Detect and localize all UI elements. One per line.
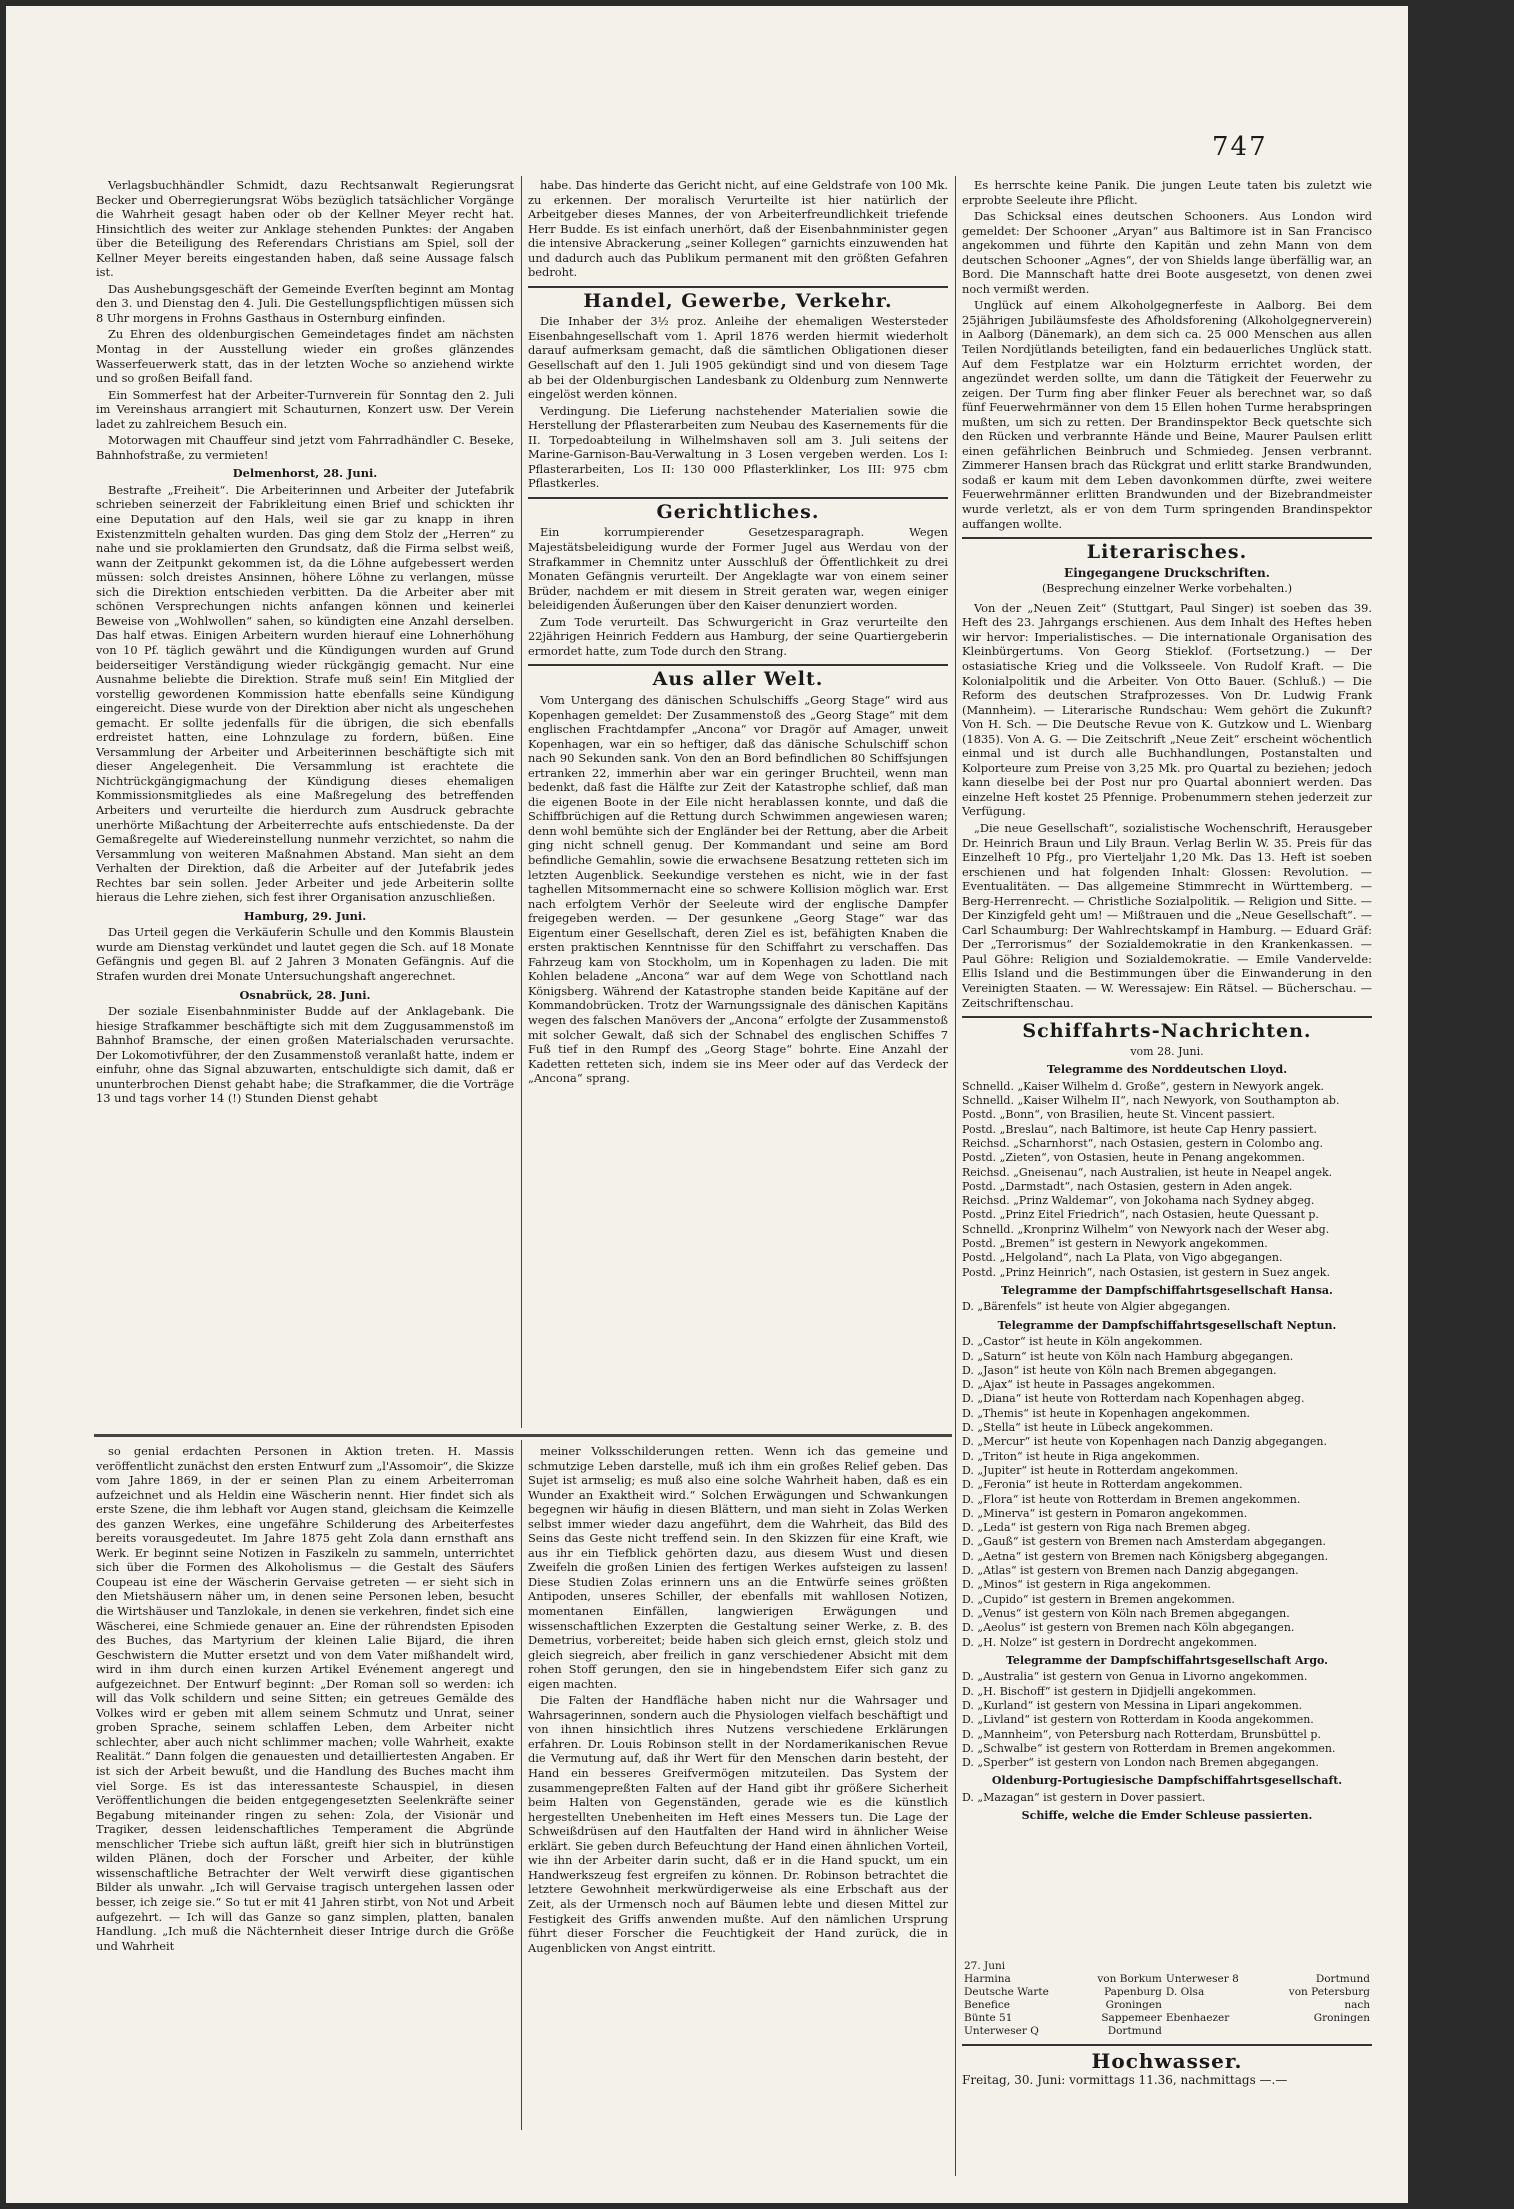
ship-report: D. „Minos“ ist gestern in Riga angekommen. xyxy=(962,1578,1211,1592)
schleuse-cell: nach xyxy=(1344,1999,1370,2011)
ship-report: D. „Castor“ ist heute in Köln angekommen. xyxy=(962,1335,1203,1349)
ship-report: Postd. „Prinz Heinrich“, nach Ostasien, ist gestern in Suez angek. xyxy=(962,1265,1330,1279)
schleuse-cell: D. Olsa xyxy=(1165,1986,1205,1998)
newspaper-page xyxy=(84,46,1376,2176)
column-divider xyxy=(955,176,956,2176)
telegram-heading: Telegramme des Norddeutschen Lloyd. xyxy=(1046,1063,1288,1077)
ship-report: D. „Cupido“ ist gestern in Bremen angekommen. xyxy=(962,1592,1235,1606)
subheading-note: vom 28. Juni. xyxy=(1130,1044,1204,1058)
schleuse-row xyxy=(962,1973,1372,1986)
feuilleton-zola-end: meiner Volksschilderungen retten. Wenn ich das gemeine und schmutzige Leben darstelle, muß ich ihm ein großes Relief geben. Das Sujet ist armselig; es muß also eine solche Wahrheit haben, daß es ein Wunder an Exaktheit wird.“ Solchen Erwägungen und Schwankungen begegnen wir häufig in diesen Blättern, und man sieht in Zolas Werken selbst immer wieder dazu angeführt, dem die Wahrheit, das Bild des Seins das Geste nicht treffend sein. In den Skizzen für eine Kraft, wie aus ihr ein Tiefblick gehörten dazu, aus diesem Wust und diesen Zweifeln die großen Linien des fertigen Werkes aufsteigen zu lassen! Diese Studien Zolas erinnern uns an die Entwürfe seines größten Antipoden, unseres Schiller, der ebenfalls mit wahllosen Notizen, momentanen Einfällen, langwierigen Erwägungen und wissenschaftlichen Exzerpten die Gestaltung seiner Werke, z. B. des Demetrius, vorbereitet; beide haben sich gleich ernst, gleich stolz und gleich siegreich, aber freilich in ganz verschiedener Absicht mit dem rohen Stoff gerungen, den sie in hingebendstem Eifer sich ganz zu eigen machten. xyxy=(528,1444,948,1691)
section-rule xyxy=(528,664,948,666)
schleuse-row xyxy=(962,2012,1372,2025)
ship-report: D. „H. Nolze“ ist gestern in Dordrecht angekommen. xyxy=(962,1635,1258,1649)
telegram-heading: Telegramme der Dampfschiffahrtsgesellschaft Hansa. xyxy=(1001,1283,1333,1297)
ship-report: D. „Aetna“ ist gestern von Bremen nach Königsberg abgegangen. xyxy=(962,1549,1329,1563)
schleuse-cell: von Borkum xyxy=(1097,1973,1162,1985)
article-paragraph: Die Inhaber der 3½ proz. Anleihe der ehemaligen Westersteder Eisenbahngesellschaft vom 1. April 1876 werden hiermit wiederholt darauf aufmerksam gemacht, daß die sämtlichen Obligationen dieser Gesellschaft auf den 1. Juli 1905 gekündigt sind und von diesem Tage ab bei der Oldenburgischen Landesbank zu Oldenburg zum Nennwerte eingelöst werden können. xyxy=(528,314,948,402)
page-number: 747 xyxy=(1212,132,1268,162)
column-2 xyxy=(528,178,948,1428)
article-paragraph: Das Urteil gegen die Verkäuferin Schulle und den Kommis Blaustein wurde am Dienstag verkündet und lautet gegen die Sch. auf 18 Monate Gefängnis und gegen Bl. auf 2 Jahren 3 Monaten Gefängnis. Auf die Strafen wurden drei Monate Untersuchungshaft angerechnet. xyxy=(96,925,514,983)
schleuse-cell: Dortmund xyxy=(1107,2025,1162,2037)
article-paragraph: Ein korrumpierender Gesetzesparagraph. Wegen Majestätsbeleidigung wurde der Former Jugel aus Werdau von der Strafkammer in Chemnitz unter Ausschluß der Öffentlichkeit zu drei Monaten Gefängnis verurteilt. Der Angeklagte war von einem seiner Brüder, nachdem er mit diesem in Streit geraten war, wegen einiger beleidigenden Äußerungen über den Kaiser denunziert worden. xyxy=(528,525,948,613)
ship-report: D. „Jason“ ist heute von Köln nach Bremen abgegangen. xyxy=(962,1363,1277,1377)
article-paragraph: Zu Ehren des oldenburgischen Gemeindetages findet am nächsten Montag in der Ausstellung wieder ein großes glänzendes Wasserfeuerwerk statt, das in der letzten Woche so anziehend wirkte und so großen Beifall fand. xyxy=(96,327,514,386)
section-rule xyxy=(962,537,1372,539)
schleuse-cell: Benefice xyxy=(964,1999,1011,2011)
schleuse-cell xyxy=(1164,2025,1263,2038)
section-rule xyxy=(528,286,948,288)
ship-report: D. „Sperber“ ist gestern von London nach Bremen abgegangen. xyxy=(962,1756,1319,1770)
schleuse-and-hochwasser xyxy=(962,1960,1372,2160)
column-3 xyxy=(962,178,1372,1958)
ship-report: Postd. „Prinz Eitel Friedrich“, nach Ostasien, heute Quessant p. xyxy=(962,1208,1319,1222)
article-paragraph: Der soziale Eisenbahnminister Budde auf der Anklagebank. Die hiesige Strafkammer beschäftigte sich mit dem Zuggusammenstoß im Bahnhof Bramsche, der einen großen Materialschaden verursachte. Der Lokomotivführer, der den Zusammenstoß veranlaßt hatte, indem er einfuhr, ohne das Signal abzuwarten, entschuldigte sich damit, daß er ununterbrochen Dienst gehabt habe; die Strafkammer, die die Vorträge 13 und tags vorher 14 (!) Stunden Dienst gehabt xyxy=(96,1004,514,1106)
ship-report: Postd. „Darmstadt“, nach Ostasien, gestern in Aden angek. xyxy=(962,1179,1293,1193)
ship-report: D. „Australia“ ist gestern von Genua in Livorno angekommen. xyxy=(962,1670,1308,1684)
schleuse-table xyxy=(962,1960,1372,2038)
telegram-heading: Telegramme der Dampfschiffahrtsgesellschaft Neptun. xyxy=(997,1318,1337,1332)
ship-report: D. „Mazagan“ ist gestern in Dover passiert. xyxy=(962,1790,1206,1804)
ship-report: D. „Themis“ ist heute in Kopenhagen angekommen. xyxy=(962,1406,1251,1420)
ship-report: Postd. „Bremen“ ist gestern in Newyork angekommen. xyxy=(962,1236,1268,1250)
ship-report: D. „Minerva“ ist gestern in Pomaron angekommen. xyxy=(962,1506,1248,1520)
schleuse-cell: Papenburg xyxy=(1104,1986,1162,1998)
schleuse-cell xyxy=(1164,1999,1263,2012)
dateline: Hamburg, 29. Juni. xyxy=(243,908,367,923)
ship-report: Reichsd. „Gneisenau“, nach Australien, ist heute in Neapel angek. xyxy=(962,1165,1333,1179)
ship-report: D. „Saturn“ ist heute von Köln nach Hamburg abgegangen. xyxy=(962,1349,1294,1363)
ship-report: D. „Livland“ ist gestern von Rotterdam in Kooda angekommen. xyxy=(962,1713,1314,1727)
telegram-heading: Oldenburg-Portugiesische Dampfschiffahrtsgesellschaft. xyxy=(991,1774,1343,1788)
article-paragraph: „Die neue Gesellschaft“, sozialistische Wochenschrift, Herausgeber Dr. Heinrich Braun und Lily Braun. Verlag Berlin W. 35. Preis für das Einzelheft 10 Pfg., pro Vierteljahr 1,20 Mk. Das 13. Heft ist soeben erschienen und hat folgenden Inhalt: Glossen: Revolution. — Eventualitäten. — Das allgemeine Stimmrecht in Württemberg. — Berg-Herrenrecht. — Christliche Sozialpolitik. — Religion und Sitte. — Der Kinzigfeld geht um! — Mißtrauen und die „Neue Gesellschaft“. — Carl Schaumburg: Der Wahlrechtskampf in Hamburg. — Eduard Gräf: Der „Terrorismus“ der Sozialdemokratie in den Krankenkassen. — Paul Göhre: Religion und Sozialdemokratie. — Emile Vandervelde: Ellis Island und die Bestimmungen über die Einwanderung in den Vereinigten Staaten. — W. Weressajew: Ein Rätsel. — Bücherschau. — Zeitschriftenschau. xyxy=(962,820,1372,1010)
subheading-note: (Besprechung einzelner Werke vorbehalten.) xyxy=(1041,582,1293,596)
article-paragraph: Bestrafte „Freiheit“. Die Arbeiterinnen und Arbeiter der Jutefabrik schrieben seinerzeit der Fabrikleitung einen Brief und schickten ihr eine Deputation auf den Hals, weil sie gar zu knapp in ihren Existenzmitteln gehalten wurden. Das ging dem Stolz der „Herren“ zu nahe und sie proklamierten den Grundsatz, daß die Firma selbst weiß, wann der Zeitpunkt gekommen ist, da die Löhne aufgebessert werden müssen: solch dreistes Ansinnen, höhere Löhne zu verlangen, müsse sich die Direktion entschieden verbitten. Da die Arbeiter aber mit schönen Versprechungen nichts anfangen können und keinerlei Beweise von „Wohlwollen“ sahen, so kündigten eine Anzahl derselben. Das half etwas. Einigen Arbeitern wurden hierauf eine Lohnerhöhung von 10 Pf. täglich gewährt und die Kündigungen wurden auf Grund beiderseitiger Verständigung wieder rückgängig gemacht. Nur eine Ausnahme beliebte die Direktion. Strafe muß sein! Ein Mitglied der vorstellig gewordenen Kommission hatte ebenfalls seine Kündigung eingereicht. Diese wurde von der Direktion aber nicht als ungeschehen gemacht. Er sollte jedenfalls für die übrigen, die sich ebenfalls erdreistet hatten, eine Lohnzulage zu fordern, büßen. Eine Versammlung der Arbeiter und Arbeiterinnen beschäftigte sich mit dieser Angelegenheit. Die Versammlung ist erachtete die Nichtrückgängigmachung der Kündigung dieses ehemaligen Kommissionsmitgliedes als eine Maßregelung des betreffenden Arbeiters und verurteilte die hierdurch zum Ausdruck gebrachte unerhörte Mißachtung der Arbeiterrechte aufs entschiedenste. Da der Gemaßregelte auf Wiedereinstellung nunmehr verzichtet, so nahm die Versammlung von weiteren Maßnahmen Abstand. Man sieht an dem Verhalten der Direktion, daß die Arbeiter auf der Jutefabrik jedes Rechtes bar sein sollen. Jeder Arbeiter und jede Arbeiterin sollte hieraus die Lehre ziehen, sich fest ihrer Organisation anzuschließen. xyxy=(96,482,514,905)
ship-report: D. „Schwalbe“ ist gestern von Rotterdam in Bremen angekommen. xyxy=(962,1741,1336,1755)
column-1 xyxy=(96,178,514,1428)
schleuse-cell: Unterweser 8 xyxy=(1165,1973,1239,1985)
ship-report: D. „Mannheim“, von Petersburg nach Rotterdam, Brunsbüttel p. xyxy=(962,1727,1321,1741)
schleuse-cell: Groningen xyxy=(1105,1999,1162,2011)
ship-report: D. „Bärenfels“ ist heute von Algier abgegangen. xyxy=(962,1300,1231,1314)
schleuse-date: 27. Juni xyxy=(964,1960,1006,1972)
section-heading: Handel, Gewerbe, Verkehr. xyxy=(583,289,893,312)
schleuse-row xyxy=(962,2025,1372,2038)
telegram-heading: Telegramme der Dampfschiffahrtsgesellschaft Argo. xyxy=(1005,1653,1329,1667)
schleuse-cell: Groningen xyxy=(1313,2012,1370,2024)
article-paragraph: Verlagsbuchhändler Schmidt, dazu Rechtsanwalt Regierungsrat Becker und Oberregierungsrat Wöbs bezüglich tatsächlicher Vorgänge die Wahrheit gesagt haben oder ob der Kellner Meyer recht hat. Hinsichtlich des weiter zur Anklage stehenden Punktes: der Angaben über die Beteiligung des Referendars Christians am Spiel, soll der Kellner Meyer bereits eingestanden haben, daß seine Aussage falsch ist. xyxy=(96,178,514,280)
feuilleton-zola-text: so genial erdachten Personen in Aktion treten. H. Massis veröffentlicht zunächst den ersten Entwurf zum „l'Assomoir“, die Skizze vom Jahre 1869, in der er seinen Plan zu einem Arbeiterroman aufzeichnet und als Heldin eine Wäscherin nennt. Hier findet sich als erste Szene, die ihm lebhaft vor Augen stand, gleichsam die Keimzelle des ganzen Werkes, eine ungefähre Schilderung des Arbeiterfestes bereits vorausgedeutet. Im Jahre 1875 geht Zola dann ernsthaft ans Werk. Er beginnt seine Notizen in Faszikeln zu sammeln, unterrichtet sich über die Formen des Alkoholismus — die Gestalt des Säufers Coupeau ist eine der Wäscherin Gervaise getreten — er sieht sich in den Mietshäusern näher um, in denen seine Personen leben, besucht die Wirtshäuser und Tanzlokale, in denen sie verkehren, findet sich eine Wäscherei, eine Schmiede genauer an. Eine der rührendsten Episoden des Buches, das Martyrium der kleinen Lalie Bijard, die ihren Geschwistern die Mutter ersetzt und von dem Vater mißhandelt wird, wird in ihm durch einen kurzen Artikel Evénement angeregt und aufgezeichnet. Der Entwurf beginnt: „Der Roman soll so werden: ich will das Volk schildern und seine Sitten; ein getreues Gemälde des Volkes wird er geben mit allem seinem Schmutz und Unrat, seiner groben Sprache, seinem schlaffen Leben, dem Arbeiter nicht schlechter, aber auch nicht schlimmer machen; volle Wahrheit, exakte Realität.“ Dann folgen die genauesten und detailliertesten Angaben. Er ist sich der Arbeit bewußt, und die Handlung des Buches macht ihm viel Sorge. Es ist das interessanteste Schauspiel, in diesen Veröffentlichungen die beiden entgegengesetzten Seelenkräfte seiner Begabung miteinander ringen zu sehen: Zola, der Visionär und Tragiker, dessen leidenschaftliches Temperament die Abgründe menschlicher Triebe sich auftun läßt, greift hier sich in blutrünstigen wilden Plänen, doch der Forscher und Arbeiter, der kühle wissenschaftliche Betrachter der Welt verwirft diese gigantischen Bilder als unwahr. „Ich will Gervaise tragisch untergehen lassen oder besser, ich zeige sie.“ So tut er mit 41 Jahren stirbt, von Not und Arbeit aufgezehrt. — Ich will das Ganze so ganz simplen, platten, banalen Handlung. „Ich muß die Nächternheit dieser Intrige durch die Größe und Wahrheit xyxy=(96,1444,514,1953)
ship-report: Postd. „Helgoland“, nach La Plata, von Vigo abgegangen. xyxy=(962,1251,1283,1265)
subsection-heading: Eingegangene Druckschriften. xyxy=(1064,565,1270,580)
article-paragraph: habe. Das hinderte das Gericht nicht, auf eine Geldstrafe von 100 Mk. zu erkennen. Der moralisch Verurteilte ist hier natürlich der Arbeitgeber dieses Mannes, der von Arbeiterfreundlichkeit triefende Herr Budde. Es ist einfach unerhört, daß der Eisenbahnminister gegen die intensive Abrackerung „seiner Kollegen“ garnichts einzuwenden hat und dadurch auch das Publikum permanent mit den größten Gefahren bedroht. xyxy=(528,178,948,280)
schleuse-cell: Bünte 51 xyxy=(964,2012,1013,2024)
column-divider xyxy=(521,176,522,1428)
ship-report: D. „Triton“ ist heute in Riga angekommen. xyxy=(962,1449,1200,1463)
ship-report: D. „Feronia“ ist heute in Rotterdam angekommen. xyxy=(962,1478,1243,1492)
ship-report: D. „Jupiter“ ist heute in Rotterdam angekommen. xyxy=(962,1463,1239,1477)
ship-report: D. „Flora“ ist heute von Rotterdam in Bremen angekommen. xyxy=(962,1492,1301,1506)
article-paragraph: Zum Tode verurteilt. Das Schwurgericht in Graz verurteilte den 22jährigen Heinrich Feddern aus Hamburg, der seine Quartiergeberin ermordet hatte, zum Tode durch den Strang. xyxy=(528,614,948,658)
section-rule xyxy=(962,1016,1372,1018)
article-paragraph: Von der „Neuen Zeit“ (Stuttgart, Paul Singer) ist soeben das 39. Heft des 23. Jahrgangs erschienen. Aus dem Inhalt des Heftes heben wir hervor: Imperialistisches. — Die internationale Organisation des Kleinbürgertums. Von Georg Stieklof. (Fortsetzung.) — Der ostasiatische Krieg und die Volksseele. Von Rudolf Kraft. — Die Kolonialpolitik und die Arbeiter. Von Otto Bauer. (Schluß.) — Die Reform des deutschen Strafprozesses. Von Dr. Ludwig Frank (Mannheim). — Literarische Rundschau: Wem gehört die Zukunft? Von H. Sch. — Die Deutsche Revue von K. Gutzkow und L. Wienbarg (1835). Von A. G. — Die Zeitschrift „Neue Zeit“ erscheint wöchentlich einmal und ist durch alle Buchhandlungen, Postanstalten und Kolporteure zum Preise von 3,25 Mk. pro Quartal zu beziehen; jedoch kann dieselbe bei der Post nur pro Quartal abonniert werden. Das einzelne Heft kostet 25 Pfennige. Probenummern stehen jederzeit zur Verfügung. xyxy=(962,600,1372,819)
schleuse-cell xyxy=(1263,2025,1372,2038)
article-paragraph: Verdingung. Die Lieferung nachstehender Materialien sowie die Herstellung der Pflasterarbeiten zum Neubau des Kasernements für die II. Torpedoabteilung in Wilhelmshaven soll am 3. Juli seitens der Marine-Garnison-Bau-Verwaltung in 3 Losen vergeben werden. Los I: Pflasterarbeiten, Los II: 130 000 Pflasterklinker, Los III: 975 cbm Pflastkerles. xyxy=(528,403,948,491)
schleuse-cell: Sappemeer xyxy=(1101,2012,1162,2024)
ship-report: D. „H. Bischoff“ ist gestern in Djidjelli angekommen. xyxy=(962,1684,1257,1698)
schleuse-row xyxy=(962,1986,1372,1999)
article-paragraph: Ein Sommerfest hat der Arbeiter-Turnverein für Sonntag den 2. Juli im Vereinshaus arrangiert mit Schauturnen, Konzert usw. Der Verein ladet zu zahlreichem Besuch ein. xyxy=(96,387,514,431)
ship-report: Reichsd. „Scharnhorst“, nach Ostasien, gestern in Colombo ang. xyxy=(962,1136,1324,1150)
column-bottom-left xyxy=(96,1444,514,2124)
ship-report: Reichsd. „Prinz Waldemar“, von Jokohama nach Sydney abgeg. xyxy=(962,1194,1315,1208)
ship-report: D. „Leda“ ist gestern von Riga nach Bremen abgeg. xyxy=(962,1521,1251,1535)
hochwasser-times: Freitag, 30. Juni: vormittags 11.36, nachmittags —.— xyxy=(962,2072,1288,2087)
ship-report: Postd. „Breslau“, nach Baltimore, ist heute Cap Henry passiert. xyxy=(962,1122,1317,1136)
ship-report: Schnelld. „Kronprinz Wilhelm“ von Newyork nach der Weser abg. xyxy=(962,1222,1330,1236)
ship-report: Postd. „Zieten“, von Ostasien, heute in Penang angekommen. xyxy=(962,1151,1305,1165)
article-paragraph: Motorwagen mit Chauffeur sind jetzt vom Fahrradhändler C. Beseke, Bahnhofstraße, zu vermieten! xyxy=(96,433,514,462)
ship-report: D. „Kurland“ ist gestern von Messina in Lipari angekommen. xyxy=(962,1698,1303,1712)
ship-report: D. „Ajax“ ist heute in Passages angekommen. xyxy=(962,1378,1216,1392)
column-divider xyxy=(521,1440,522,2130)
section-heading: Aus aller Welt. xyxy=(652,668,824,691)
schleuse-row xyxy=(962,1999,1372,2012)
schleuse-cell: Harmina xyxy=(964,1973,1011,1985)
ship-report: D. „Mercur“ ist heute von Kopenhagen nach Danzig abgegangen. xyxy=(962,1435,1327,1449)
ship-report: D. „Stella“ ist heute in Lübeck angekommen. xyxy=(962,1421,1214,1435)
article-paragraph: Das Aushebungsgeschäft der Gemeinde Everſten beginnt am Montag den 3. und Dienstag den 4. Juli. Die Gestellungspflichtigen müssen sich 8 Uhr morgens in Frohns Gasthaus in Osternburg einfinden. xyxy=(96,281,514,325)
telegram-heading: Schiffe, welche die Emder Schleuse passierten. xyxy=(1021,1809,1313,1823)
schleuse-cell: Ebenhaezer xyxy=(1165,2012,1230,2024)
hochwasser-heading: Hochwasser. xyxy=(1091,2049,1243,2073)
article-paragraph: Das Schicksal eines deutschen Schooners. Aus London wird gemeldet: Der Schooner „Aryan“ aus Baltimore ist in San Francisco angekommen und führte den Kapitän und zehn Mann von dem deutschen Schooner „Agnes“, der von Shields lange überfällig war, an Bord. Die Mannschaft hatte drei Boote ausgesetzt, von denen zwei noch vermißt werden. xyxy=(962,209,1372,296)
ship-report: D. „Venus“ ist gestern von Köln nach Bremen abgegangen. xyxy=(962,1606,1290,1620)
schleuse-cell: Unterweser Q xyxy=(964,2025,1039,2037)
section-heading: Schiffahrts-Nachrichten. xyxy=(1022,1020,1312,1043)
schleuse-cell: von Petersburg xyxy=(1288,1986,1370,1998)
section-rule xyxy=(528,497,948,499)
ship-report: Postd. „Bonn“, von Brasilien, heute St. Vincent passiert. xyxy=(962,1108,1276,1122)
schleuse-cell: Dortmund xyxy=(1315,1973,1370,1985)
ship-report: D. „Gauß“ ist gestern von Bremen nach Amsterdam abgegangen. xyxy=(962,1535,1326,1549)
ship-report: D. „Aeolus“ ist gestern von Bremen nach Köln abgegangen. xyxy=(962,1621,1295,1635)
section-divider xyxy=(94,1434,952,1437)
article-paragraph: Unglück auf einem Alkoholgegnerfeste in Aalborg. Bei dem 25jährigen Jubiläumsfeste des Afholdsforening (Alkoholgegnerverein) in Aalborg (Dänemark), an dem sich ca. 25 000 Menschen aus allen Teilen Nordjütlands beteiligten, fand ein bedauerliches Unglück statt. Auf dem Festplatze war ein Holzturm errichtet worden, der angezündet werden sollte, um dann die Tätigkeit der Feuerwehr zu zeigen. Der Turm fing aber flinker Feuer als berechnet war, so daß fünf Feuerwehrmänner von dem 15 Ellen hohen Turme herabspringen mußten, um sich zu retten. Der Brandinspektor Beck quetschte sich den Rücken und verbrannte Hände und Beine, Maurer Paulsen erlitt einen gefährlichen Beinbruch und Schmiedeg. Jensen verbrannt. Zimmerer Hansen brach das Rückgrat und erlitt starke Brandwunden, sodaß er kaum mit dem Leben davonkommen dürfte, zwei weitere Feuerwehrmänner erlitten Brandwunden und der Bizebrandmeister wurde verletzt, als er von dem Turm springenden Brandinspektor auffangen wollte. xyxy=(962,298,1372,531)
article-handflaeche: Die Falten der Handfläche haben nicht nur die Wahrsager und Wahrsagerinnen, sondern auch die Physiologen vielfach beschäftigt und von ihnen hinsichtlich ihres Nutzens verschiedene Erklärungen erfahren. Dr. Louis Robinson stellt in der Nordamerikanischen Revue die Vermutung auf, daß ihr Wert für den Menschen darin besteht, der Hand ein besseres Greifvermögen mitzuteilen. Das System der zusammengepreßten Falten auf der Hand gibt ihr größere Sicherheit beim Halten von Gegenständen, gerade wie es die künstlich hergestellten Unebenheiten im Heft eines Messers tun. Die Lage der Schweißdrüsen auf den Hautfalten der Hand wird in ähnlicher Weise erklärt. Sie geben durch Befeuchtung der Hand einen ähnlichen Vorteil, wie ihn der Arbeiter darin sucht, daß er in die Hand spuckt, um ein Handwerkszeug fest ergreifen zu können. Dr. Robinson betrachtet die letztere Gewohnheit merkwürdigerweise als eine Erbschaft aus der Zeit, als der Urmensch noch auf Bäumen lebte und diesen Mittel zur Festigkeit des Griffs anwenden mußte. Auf den nämlichen Ursprung führt dieser Forscher die Feuchtigkeit der Hand zurück, die in Augenblicken von Angst eintritt. xyxy=(528,1693,948,1955)
schleuse-cell: Deutsche Warte xyxy=(964,1986,1049,1998)
dateline: Delmenhorst, 28. Juni. xyxy=(232,466,378,481)
newspaper-sheet xyxy=(6,6,1408,2203)
dateline: Osnabrück, 28. Juni. xyxy=(239,987,371,1002)
ship-report: D. „Atlas“ ist gestern von Bremen nach Danzig abgegangen. xyxy=(962,1564,1299,1578)
section-heading: Literarisches. xyxy=(1086,541,1248,564)
article-paragraph: Es herrschte keine Panik. Die jungen Leute taten bis zuletzt wie erprobte Seeleute ihre Pflicht. xyxy=(962,178,1372,207)
article-paragraph: Vom Untergang des dänischen Schulschiffs „Georg Stage“ wird aus Kopenhagen gemeldet: Der Zusammenstoß des „Georg Stage“ mit dem englischen Frachtdampfer „Ancona“ vor Dragör auf Amager, unweit Kopenhagen, war ein so heftiger, daß das dänische Schulschiff schon nach 90 Sekunden sank. Von den an Bord befindlichen 80 Schiffsjungen ertranken 22, immerhin aber war ein geringer Bruchteil, wenn man bedenkt, daß fast die Hälfte zur Zeit der Katastrophe schlief, daß man die eigenen Boote in der Eile nicht herablassen konnte, und daß die Schiffbrüchigen auf die Rettung durch Schwimmen angewiesen waren; denn wohl bemühte sich der Engländer bei der Rettung, aber die Arbeit ging nicht schnell genug. Der Kommandant und seine am Bord befindliche Gemahlin, sowie die erwachsene Besatzung retteten sich im letzten Augenblick. Seekundige verstehen es nicht, wie in der fast taghellen Mitsommernacht eine so schwere Kollision möglich war. Erst nach erfolgtem Verhör der Seeleute wird der englische Dampfer freigegeben werden. — Der gesunkene „Georg Stage“ war das Eigentum einer Gesellschaft, deren Ziel es ist, befähigten Knaben die ersten praktischen Kenntnisse für den Schiffahrt zu verschaffen. Das Fahrzeug kam von Stockholm, um in Kopenhagen zu laden. Die mit Kohlen beladene „Ancona“ war auf dem Wege von Schottland nach Königsberg. Während der Katastrophe standen beide Kapitäne auf der Kommandobrücken. Trotz der Warnungssignale des dänischen Kapitäns wegen des falschen Manövers der „Ancona“ erfolgte der Zusammenstoß mit solcher Gewalt, daß sich der Schnabel des englischen Schiffes 7 Fuß tief in den Rumpf des „Georg Stage“ bohrte. Eine Anzahl der Kadetten retteten sich, indem sie ins Meer oder auf das Verdeck der „Ancona“ sprang. xyxy=(528,692,948,1086)
column-bottom-mid xyxy=(528,1444,948,2124)
ship-report: Schnelld. „Kaiser Wilhelm II“, nach Newyork, von Southampton ab. xyxy=(962,1094,1340,1108)
ship-report: Schnelld. „Kaiser Wilhelm d. Große“, gestern in Newyork angek. xyxy=(962,1079,1324,1093)
section-heading: Gerichtliches. xyxy=(656,500,820,523)
ship-report: D. „Diana“ ist heute von Rotterdam nach Kopenhagen abgeg. xyxy=(962,1392,1305,1406)
